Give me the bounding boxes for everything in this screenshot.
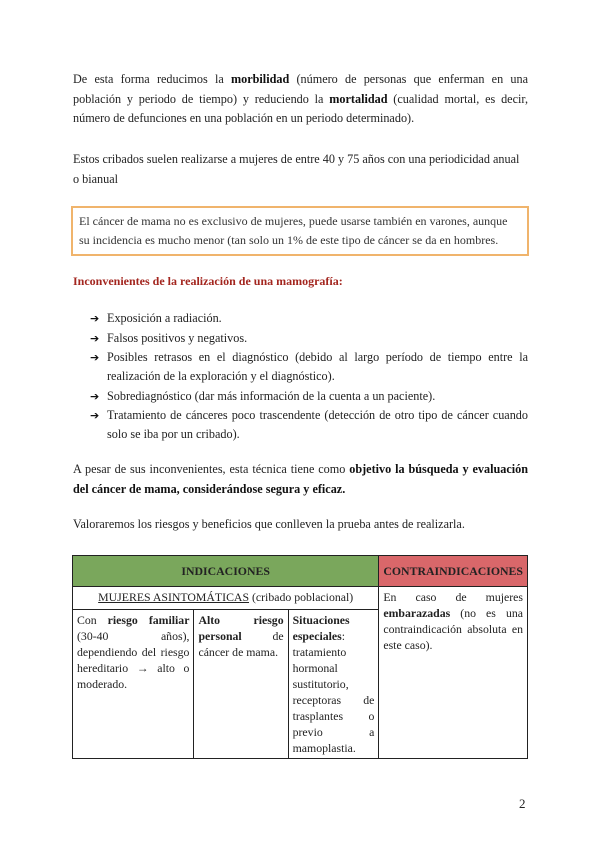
family-risk-cell: Con riesgo familiar (30-40 años), dependiendo del riesgo hereditario → alto o moderado. [73, 610, 194, 759]
arrow-bullet-icon: ➔ [90, 351, 100, 364]
list-item: ➔ Sobrediagnóstico (dar más información de la cuenta a un paciente). [90, 387, 528, 406]
note-box: El cáncer de mama no es exclusivo de mujeres, puede usarse también en varones, aunque su incidencia es mucho menor (tan solo un 1% de este tipo de cáncer se da en hombres. [71, 206, 529, 256]
contraindications-header: CONTRAINDICACIONES [379, 556, 528, 587]
page-number: 2 [519, 796, 526, 811]
list-item: ➔ Posibles retrasos en el diagnóstico (debido al largo período de tiempo entre la realización de la exploración y el diagnóstico). [90, 350, 528, 383]
indications-table [72, 555, 528, 759]
asymptomatic-subheader: MUJERES ASINTOMÁTICAS (cribado poblacional) [73, 587, 379, 610]
arrow-bullet-icon: ➔ [90, 312, 100, 325]
drawbacks-list [90, 309, 528, 445]
term-morbilidad: morbilidad [230, 72, 290, 86]
paragraph-screening-age: Estos cribados suelen realizarse a mujeres de entre 40 y 75 años con una periodicidad anual o bianual [73, 152, 520, 186]
contraindication-cell: En caso de mujeres embarazadas (no es una contraindicación absoluta en este caso). [379, 587, 528, 759]
indications-header: INDICACIONES [73, 556, 379, 587]
special-situations-cell: Situaciones especiales: tratamiento hormonal sustitutorio, receptoras de trasplantes o previo a mamoplastia. [288, 610, 379, 759]
arrow-bullet-icon: ➔ [90, 409, 100, 422]
term-mortalidad: mortalidad [329, 91, 388, 106]
arrow-bullet-icon: ➔ [90, 331, 100, 345]
paragraph-morbidity: De esta forma reducimos la morbilidad (número de personas que enferman en una población y periodo de tiempo) y reduciendo la mortalidad (cualidad mortal, es decir, número de defunciones en una población en un periodo determinado). [73, 72, 528, 125]
personal-risk-cell: Alto riesgo personal de cáncer de mama. [194, 610, 288, 759]
arrow-bullet-icon: ➔ [90, 389, 100, 403]
list-item: ➔ Exposición a radiación. [90, 309, 528, 328]
list-item: ➔ Tratamiento de cánceres poco trascendente (detección de otro tipo de cáncer cuando solo se iba por un cribado). [90, 408, 528, 441]
section-heading: Inconvenientes de la realización de una mamografía: [73, 274, 343, 288]
paragraph-objective: A pesar de sus inconvenientes, esta técnica tiene como objetivo la búsqueda y evaluación del cáncer de mama, considerándose segura y eficaz. [73, 462, 528, 496]
list-item: ➔ Falsos positivos y negativos. [90, 329, 528, 348]
paragraph-risks-benefits: Valoraremos los riesgos y beneficios que conlleven la prueba antes de realizarla. [73, 517, 465, 531]
